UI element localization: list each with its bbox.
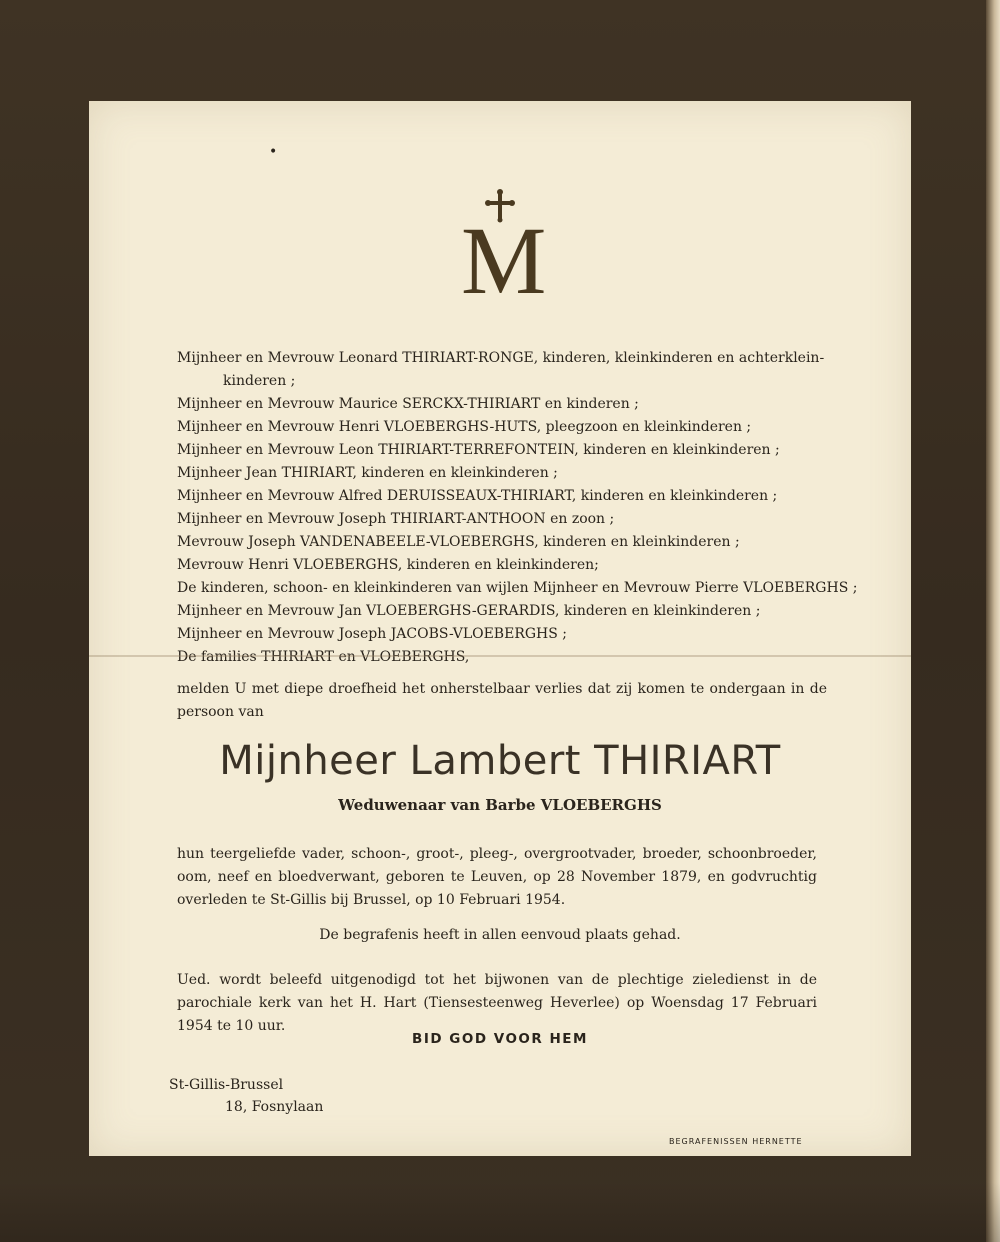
biography-text: hun teergeliefde vader, schoon-, groot-, pleeg-, overgrootvader, broeder, schoonbroeder, oom, neef en bloedverwant, geboren te Leuven, op 28 November 1879, en godvruchtig overleden te St-Gillis bij Brussel, op 10 Februari 1954. (177, 846, 817, 908)
family-line: De families THIRIART en VLOEBERGHS, (177, 649, 470, 665)
family-line: Mijnheer en Mevrouw Joseph THIRIART-ANTHOON en zoon ; (177, 511, 615, 527)
ink-speck: • (269, 144, 278, 160)
widower-line: Weduwenaar van Barbe VLOEBERGHS (338, 796, 662, 814)
announcement-text: melden U met diepe droefheid het onherstelbaar verlies dat zij komen te ondergaan in de persoon van (177, 681, 827, 720)
family-list (177, 347, 858, 669)
funeral-note: De begrafenis heeft in allen eenvoud plaats gehad. (319, 927, 681, 943)
prayer-line: BID GOD VOOR HEM (412, 1031, 588, 1047)
paper-edge-right (986, 0, 1000, 1242)
deceased-name: Mijnheer Lambert THIRIART (219, 738, 781, 784)
family-line: De kinderen, schoon- en kleinkinderen van wijlen Mijnheer en Mevrouw Pierre VLOEBERGHS ; (177, 580, 858, 596)
family-line: Mijnheer en Mevrouw Leonard THIRIART-RONGE, kinderen, kleinkinderen en achterklein- (177, 350, 825, 366)
family-line: Mijnheer en Mevrouw Joseph JACOBS-VLOEBERGHS ; (177, 626, 568, 642)
family-line: Mijnheer en Mevrouw Henri VLOEBERGHS-HUTS, pleegzoon en kleinkinderen ; (177, 419, 752, 435)
printer-credit: BEGRAFENISSEN HERNETTE (669, 1137, 803, 1146)
monogram (461, 189, 547, 314)
family-line: Mijnheer en Mevrouw Maurice SERCKX-THIRIART en kinderen ; (177, 396, 639, 412)
family-line: Mijnheer en Mevrouw Leon THIRIART-TERREFONTEIN, kinderen en kleinkinderen ; (177, 442, 780, 458)
address-street: 18, Fosnylaan (225, 1099, 324, 1115)
monogram-letter: M (461, 207, 547, 314)
family-line: Mevrouw Joseph VANDENABEELE-VLOEBERGHS, kinderen en kleinkinderen ; (177, 534, 740, 550)
family-line: Mevrouw Henri VLOEBERGHS, kinderen en kleinkinderen; (177, 557, 599, 573)
death-notice-card (89, 101, 911, 1156)
family-line: Mijnheer Jean THIRIART, kinderen en kleinkinderen ; (177, 465, 558, 481)
family-line: Mijnheer en Mevrouw Alfred DERUISSEAUX-THIRIART, kinderen en kleinkinderen ; (177, 488, 778, 504)
address-city: St-Gillis-Brussel (169, 1077, 284, 1093)
paper-fold-line (89, 655, 911, 657)
paper-edge-bottom (0, 1182, 1000, 1242)
family-line: kinderen ; (223, 373, 296, 389)
service-invitation: Ued. wordt beleefd uitgenodigd tot het bijwonen van de plechtige zieledienst in de parochiale kerk van het H. Hart (Tiensesteenweg Heverlee) op Woensdag 17 Februari 1954 te 10 uur. (177, 972, 817, 1034)
family-line: Mijnheer en Mevrouw Jan VLOEBERGHS-GERARDIS, kinderen en kleinkinderen ; (177, 603, 761, 619)
